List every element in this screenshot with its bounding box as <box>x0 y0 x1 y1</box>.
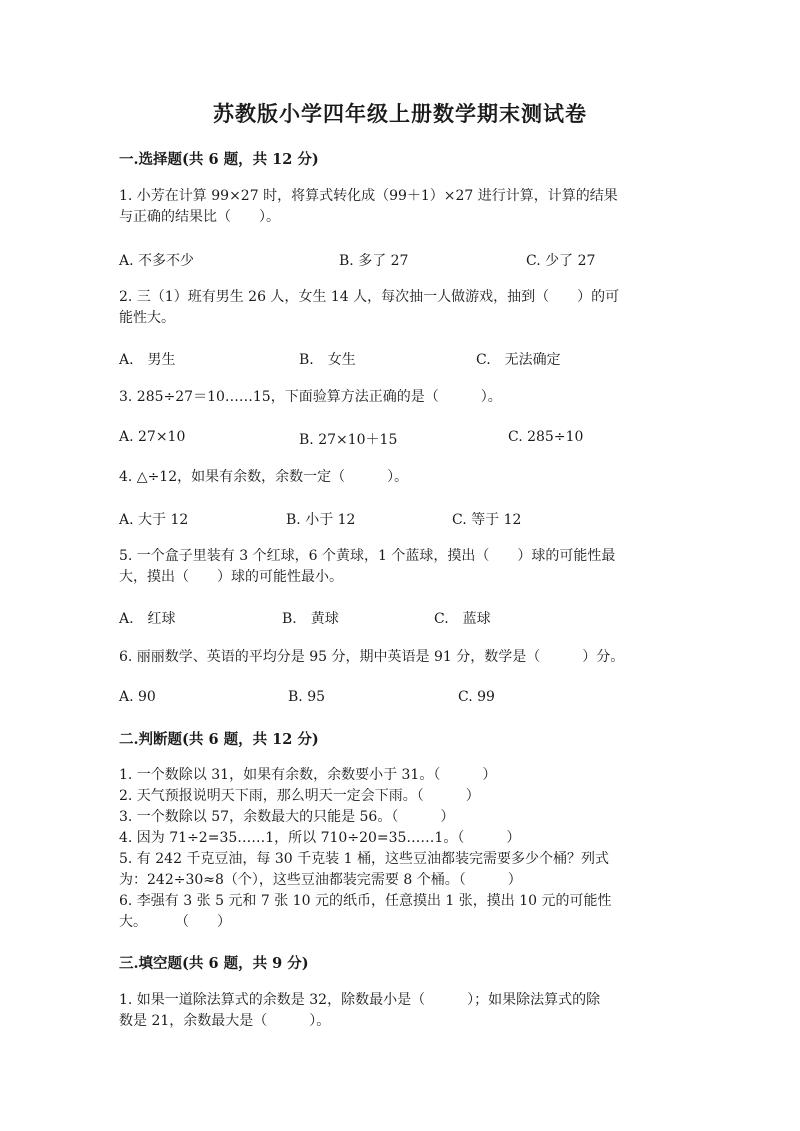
question-text: 5. 一个盒子里装有 3 个红球，6 个黄球，1 个蓝球，摸出（ ）球的可能性最 <box>119 548 616 564</box>
question-text: 与正确的结果比（ ）。 <box>119 209 280 225</box>
option-b: B. 95 <box>288 689 326 705</box>
option-b: B. 小于 12 <box>286 512 356 528</box>
judge-line: 大。 （ ） <box>119 914 231 930</box>
option-c: C. 285÷10 <box>508 429 584 445</box>
option-b: B. 黄球 <box>282 611 339 627</box>
page-title: 苏教版小学四年级上册数学期末测试卷 <box>213 101 587 126</box>
question-text: 能性大。 <box>119 310 175 326</box>
question-text: 6. 丽丽数学、英语的平均分是 95 分，期中英语是 91 分，数学是（ ）分。 <box>119 649 625 665</box>
section-heading-judge: 二.判断题(共 6 题，共 12 分) <box>119 731 319 748</box>
judge-line: 1. 一个数除以 31，如果有余数，余数要小于 31。（ ） <box>119 767 497 783</box>
judge-line: 3. 一个数除以 57，余数最大的只能是 56。（ ） <box>119 809 455 825</box>
judge-line: 2. 天气预报说明天下雨，那么明天一定会下雨。（ ） <box>119 788 480 804</box>
option-c: C. 少了 27 <box>526 253 596 269</box>
judge-line: 为：242÷30≈8（个），这些豆油都装完需要 8 个桶。（ ） <box>119 872 522 888</box>
option-a: A. 90 <box>119 689 156 705</box>
question-text: 数是 21，余数最大是（ ）。 <box>119 1013 331 1029</box>
option-c: C. 99 <box>458 689 495 705</box>
option-a: A. 红球 <box>119 611 176 627</box>
option-c: C. 无法确定 <box>476 352 561 368</box>
option-a: A. 27×10 <box>119 429 186 445</box>
judge-line: 6. 李强有 3 张 5 元和 7 张 10 元的纸币，任意摸出 1 张，摸出 10 元的可能性 <box>119 893 612 909</box>
section-heading-fill: 三.填空题(共 6 题，共 9 分) <box>119 955 309 972</box>
question-text: 2. 三（1）班有男生 26 人，女生 14 人，每次抽一人做游戏，抽到（ ）的可 <box>119 289 620 305</box>
question-text: 大，摸出（ ）球的可能性最小。 <box>119 569 343 585</box>
judge-line: 4. 因为 71÷2=35……1，所以 710÷20=35……1。（ ） <box>119 830 521 846</box>
judge-line: 5. 有 242 千克豆油，每 30 千克装 1 桶，这些豆油都装完需要多少个桶？列式 <box>119 851 609 867</box>
question-text: 1. 如果一道除法算式的余数是 32，除数最小是（ ）；如果除法算式的除 <box>119 992 601 1008</box>
option-a: A. 大于 12 <box>119 512 189 528</box>
section-heading-choice: 一.选择题(共 6 题，共 12 分) <box>119 151 319 168</box>
option-b: B. 27×10＋15 <box>299 432 398 448</box>
option-c: C. 蓝球 <box>434 611 491 627</box>
question-text: 1. 小芳在计算 99×27 时，将算式转化成（99＋1）×27 进行计算，计算的结果 <box>119 188 618 204</box>
option-a: A. 不多不少 <box>119 253 195 269</box>
option-c: C. 等于 12 <box>452 512 522 528</box>
question-text: 3. 285÷27＝10……15，下面验算方法正确的是（ ）。 <box>119 389 502 405</box>
option-b: B. 女生 <box>299 352 356 368</box>
option-b: B. 多了 27 <box>339 253 409 269</box>
question-text: 4. △÷12，如果有余数，余数一定（ ）。 <box>119 469 409 485</box>
option-a: A. 男生 <box>119 352 176 368</box>
